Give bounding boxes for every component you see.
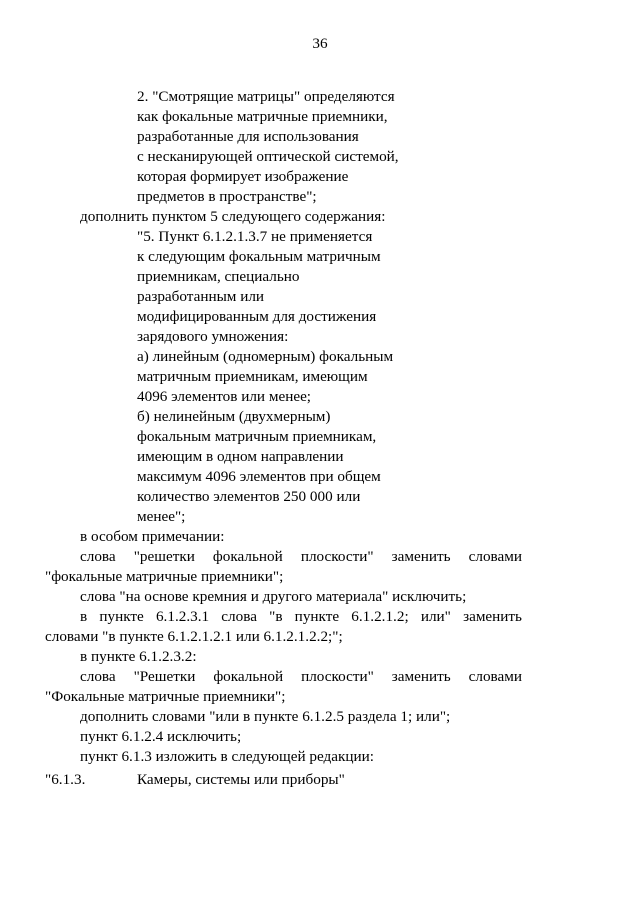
- text-line: модифицированным для достижения: [137, 308, 377, 325]
- text-line: "5. Пункт 6.1.2.1.3.7 не применяется: [137, 228, 373, 245]
- text-line: в пункте 6.1.2.3.1 слова "в пункте 6.1.2.1.2; или" заменить: [80, 608, 522, 625]
- text-line: дополнить пунктом 5 следующего содержания:: [80, 208, 386, 225]
- text-line: менее";: [137, 508, 186, 525]
- text-line: предметов в пространстве";: [137, 188, 317, 205]
- text-line: как фокальные матричные приемники,: [137, 108, 388, 125]
- text-line: пункт 6.1.2.4 исключить;: [80, 728, 242, 745]
- text-line: фокальным матричным приемникам,: [137, 428, 377, 445]
- text-line: зарядового умножения:: [137, 328, 289, 345]
- text-line: слова "на основе кремния и другого материала" исключить;: [80, 588, 467, 605]
- text-line: 4096 элементов или менее;: [137, 388, 312, 405]
- text-line: имеющим в одном направлении: [137, 448, 344, 465]
- text-line: б) нелинейным (двухмерным): [137, 408, 331, 425]
- text-line: в особом примечании:: [80, 528, 225, 545]
- text-line: которая формирует изображение: [137, 168, 349, 185]
- text-line: разработанным или: [137, 288, 265, 305]
- text-line: в пункте 6.1.2.3.2:: [80, 648, 197, 665]
- text-line: максимум 4096 элементов при общем: [137, 468, 381, 485]
- text-line: "фокальные матричные приемники";: [45, 568, 284, 585]
- text-line: к следующим фокальным матричным: [137, 248, 381, 265]
- text-line: количество элементов 250 000 или: [137, 488, 361, 505]
- text-line: дополнить словами "или в пункте 6.1.2.5 раздела 1; или";: [80, 708, 451, 725]
- text-line: матричным приемникам, имеющим: [137, 368, 368, 385]
- text-line: слова "решетки фокальной плоскости" заменить словами: [80, 548, 522, 565]
- text-line: приемникам, специально: [137, 268, 300, 285]
- text-line: "Фокальные матричные приемники";: [45, 688, 286, 705]
- page-number: 36: [312, 35, 328, 52]
- text-line: а) линейным (одномерным) фокальным: [137, 348, 394, 365]
- item-title: Камеры, системы или приборы": [137, 771, 345, 788]
- text-line: с несканирующей оптической системой,: [137, 148, 399, 165]
- text-line: 2. "Смотрящие матрицы" определяются: [137, 88, 395, 105]
- text-line: разработанные для использования: [137, 128, 359, 145]
- text-line: пункт 6.1.3 изложить в следующей редакции:: [80, 748, 374, 765]
- item-number: "6.1.3.: [45, 771, 86, 788]
- text-line: слова "Решетки фокальной плоскости" заменить словами: [80, 668, 522, 685]
- text-line: словами "в пункте 6.1.2.1.2.1 или 6.1.2.1.2.2;";: [45, 628, 343, 645]
